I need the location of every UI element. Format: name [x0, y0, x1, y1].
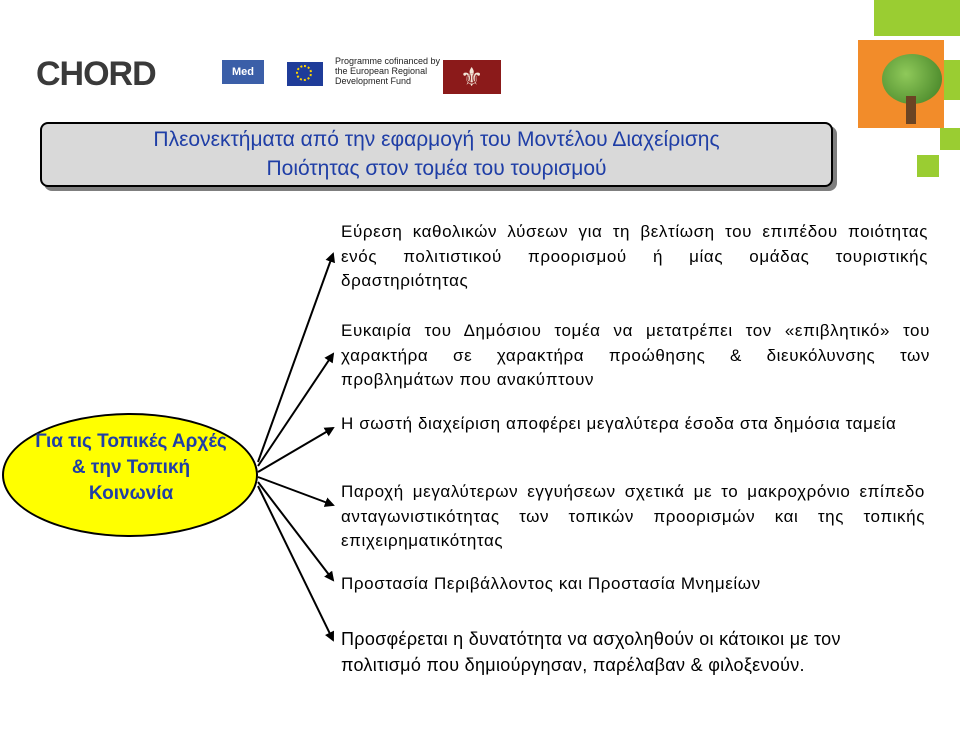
- target-group-ellipse: [2, 413, 258, 537]
- arrow-4: [258, 477, 333, 505]
- benefit-item: Παροχή μεγαλύτερων εγγυήσεων σχετικά με το μακροχρόνιο επίπεδο ανταγωνιστικότητας των τοπικών προορισμών και της τοπικής επιχειρηματικότητας: [341, 482, 925, 550]
- target-group-label: Για τις Τοπικές Αρχές & την Τοπική Κοινωνία: [35, 431, 227, 504]
- benefit-item: Προσφέρεται η δυνατότητα να ασχοληθούν οι κάτοικοι με τον πολιτισμό που δημιούργησαν, παρέλαβαν & φιλοξενούν.: [341, 629, 841, 675]
- benefit-item: Εύρεση καθολικών λύσεων για τη βελτίωση του επιπέδου ποιότητας ενός πολιτιστικού προορισμού ή μίας ομάδας τουριστικής δραστηριότητας: [341, 222, 928, 290]
- chord-logo: CHORD: [36, 55, 156, 93]
- arrow-1: [258, 254, 333, 462]
- benefit-item: Ευκαιρία του Δημόσιου τομέα να μετατρέπει τον «επιβλητικό» του χαρακτήρα σε χαρακτήρα προώθησης & διευκόλυνσης των προβλημάτων που ανακύπτουν: [341, 321, 930, 389]
- med-logo: Med: [222, 60, 264, 84]
- page-title-line1: Πλεονεκτήματα από την εφαρμογή του Μοντέλου Διαχείρισης: [153, 128, 720, 151]
- benefit-item: Προστασία Περιβάλλοντος και Προστασία Μνημείων: [341, 574, 761, 593]
- arrow-6: [258, 486, 333, 640]
- programme-text: Programme cofinanced by the European Regional Development Fund: [335, 56, 441, 86]
- benefit-item: Η σωστή διαχείριση αποφέρει μεγαλύτερα έσοδα στα δημόσια ταμεία: [341, 414, 897, 433]
- arrow-5: [258, 482, 333, 580]
- page-title-line2: Ποιότητας στον τομέα του τουρισμού: [266, 157, 607, 180]
